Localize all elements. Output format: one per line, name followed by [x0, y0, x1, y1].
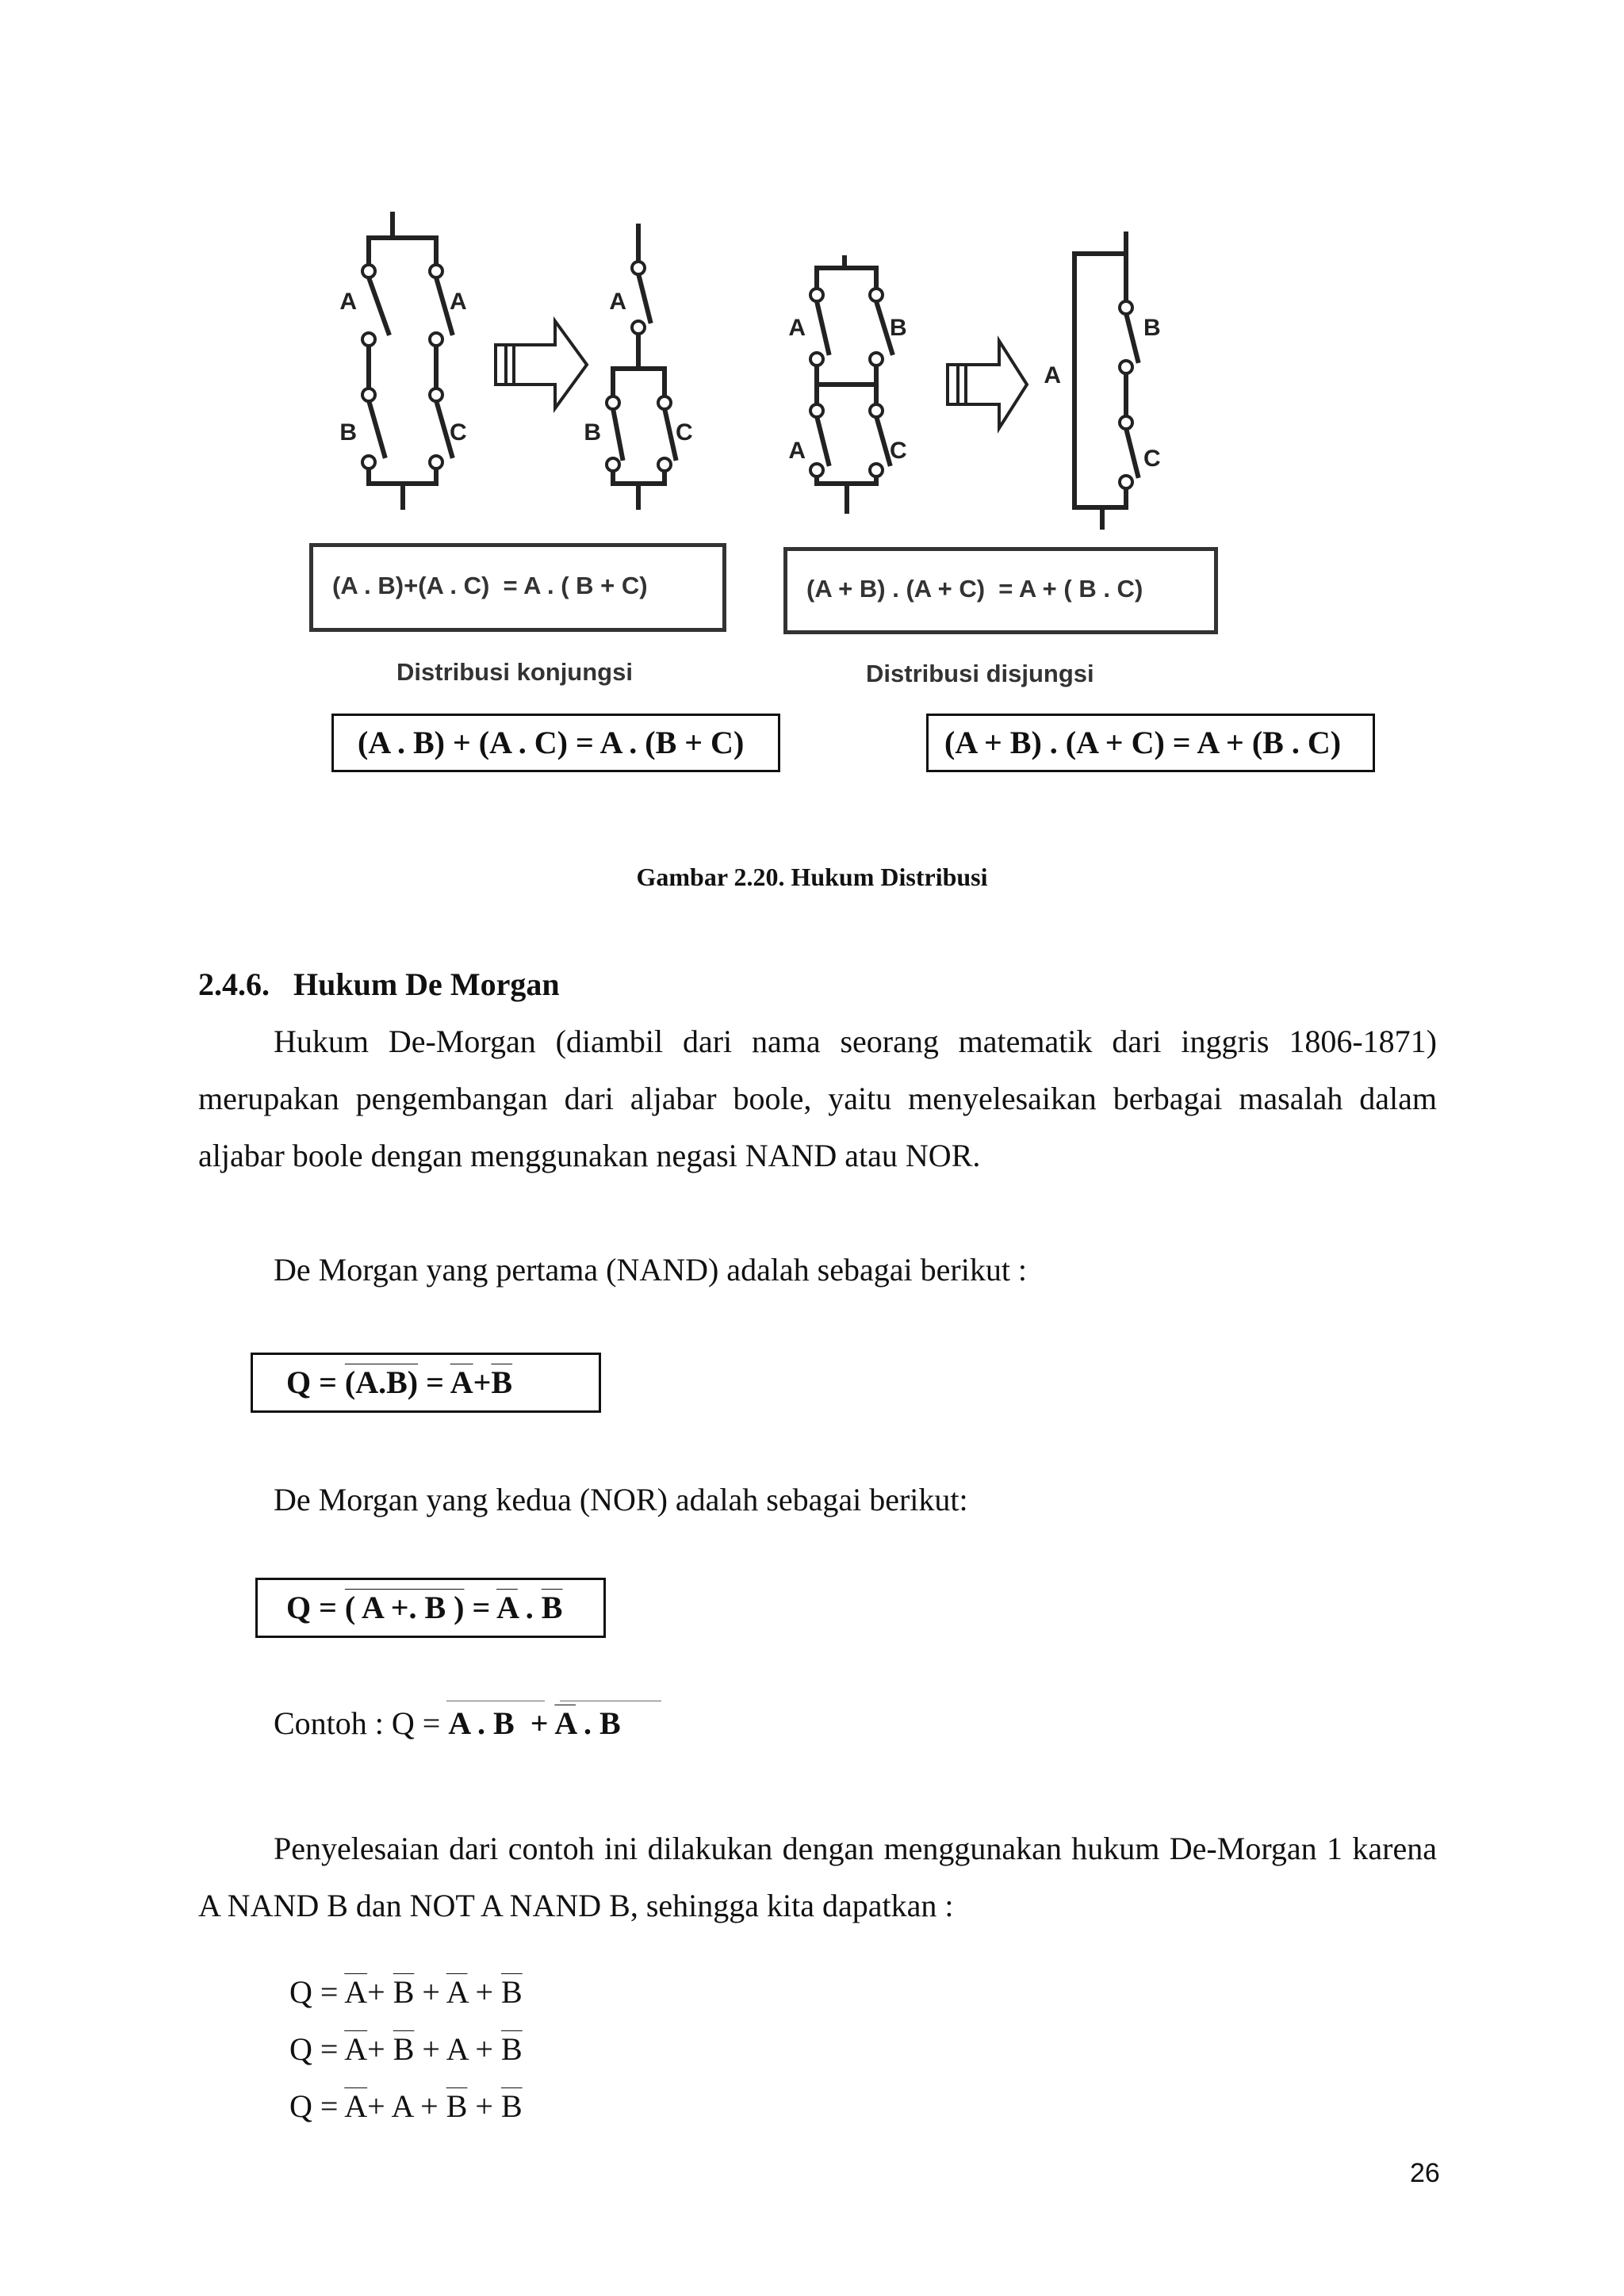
example-formula: Contoh : Q = A . $B + \overline{A}$ . B: [274, 1705, 621, 1741]
figure-formula-left: (A . B)+(A . C) = A . ( B + C): [309, 543, 726, 632]
switch-label: B: [584, 419, 601, 446]
switch-label: B: [339, 419, 357, 446]
switch-label: C: [890, 438, 907, 464]
switch-label: A: [339, 289, 357, 315]
nor-formula: Q = ( A +. B ) = $\overline{A}$ . $\overline{B}$: [255, 1578, 606, 1638]
nand-formula: $Q = (A.B) = \overline{A}+\overline{B}$: [251, 1353, 601, 1413]
distribution-law-figure: [301, 206, 1253, 698]
arrow-icon: [496, 321, 587, 408]
arrow-icon: [948, 341, 1027, 428]
switch-label: B: [890, 315, 907, 341]
switch-label: A: [1044, 362, 1061, 388]
paragraph-solution: Penyelesaian dari contoh ini dilakukan dengan menggunakan hukum De-Morgan 1 karena A NAND B dan NOT A NAND B, sehingga kita dapatkan :: [198, 1831, 1437, 1923]
switch-label: A: [788, 315, 806, 341]
solution-step: $Q = \overline{A}+ \overline{B} + \overline{A} + \overline{B}$: [289, 1974, 523, 2010]
nor-intro: De Morgan yang kedua (NOR) adalah sebagai berikut:: [274, 1482, 968, 1517]
paragraph-intro: Hukum De-Morgan (diambil dari nama seorang matematik dari inggris 1806-1871) merupakan pengembangan dari aljabar boole, yaitu menyelesaikan berbagai masalah dalam aljabar boole dengan menggunakan negasi NAND atau NOR.: [198, 1024, 1437, 1173]
figure-caption-right: Distribusi disjungsi: [866, 660, 1094, 687]
page-number: 26: [1410, 2158, 1440, 2188]
figure-caption: Gambar 2.20. Hukum Distribusi: [636, 863, 988, 891]
switch-label: A: [450, 289, 467, 315]
switch-label: C: [450, 419, 467, 446]
section-heading: 2.4.6. Hukum De Morgan: [198, 966, 560, 1002]
figure-formula-right: (A + B) . (A + C) = A + ( B . C): [783, 547, 1218, 634]
switch-label: A: [609, 289, 626, 315]
switch-label: C: [676, 419, 693, 446]
switch-label: A: [788, 438, 806, 464]
solution-step: $Q = \overline{A}+ \overline{B} + A + \overline{B}$: [289, 2031, 523, 2067]
solution-step: $Q = \overline{A}+ A + \overline{B} + \overline{B}$: [289, 2088, 523, 2124]
equation-disjunction: (A + B) . (A + C) = A + (B . C): [926, 714, 1375, 772]
figure-caption-left: Distribusi konjungsi: [396, 658, 633, 686]
nand-intro: De Morgan yang pertama (NAND) adalah sebagai berikut :: [274, 1252, 1028, 1288]
equation-conjunction: (A . B) + (A . C) = A . (B + C): [331, 714, 780, 772]
switch-label: C: [1143, 446, 1161, 472]
switch-label: B: [1143, 315, 1161, 341]
